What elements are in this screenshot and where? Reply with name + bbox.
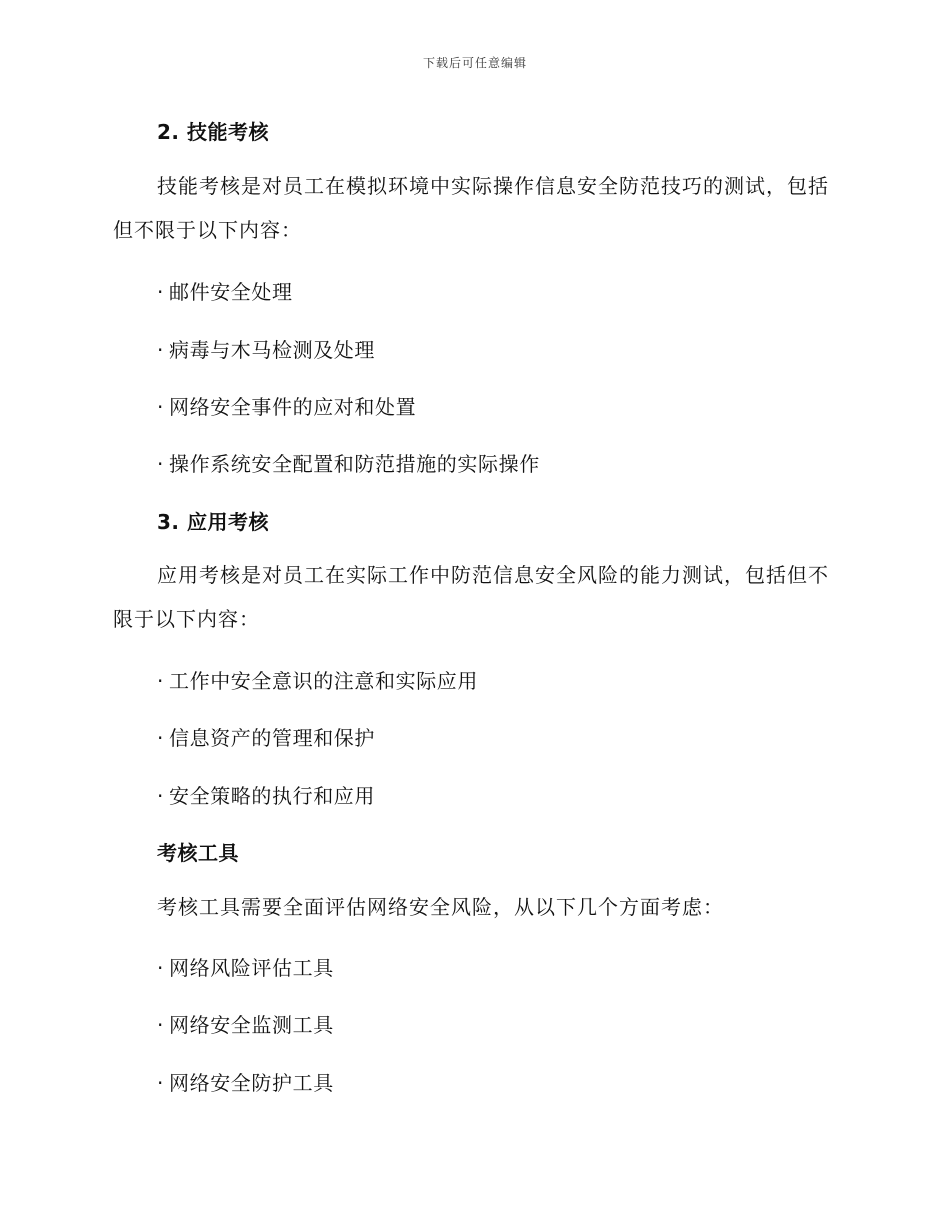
list-item <box>157 780 950 809</box>
bullet-icon: · <box>157 338 164 362</box>
bullet-icon: · <box>157 1013 164 1037</box>
paragraph-tools-intro: 考核工具需要全面评估网络安全风险，从以下几个方面考虑： <box>157 895 724 919</box>
section-heading-skill: 2. 技能考核 <box>157 120 269 144</box>
bullet-icon: · <box>157 1071 164 1095</box>
section-heading-application: 3. 应用考核 <box>157 510 269 534</box>
list-item-text: 工作中安全意识的注意和实际应用 <box>169 669 478 693</box>
bullet-icon: · <box>157 956 164 980</box>
bullet-icon: · <box>157 452 164 476</box>
list-item <box>157 722 950 751</box>
bullet-icon: · <box>157 726 164 750</box>
list-item-text: 信息资产的管理和保护 <box>169 726 375 750</box>
bullet-icon: · <box>157 280 164 304</box>
list-item <box>157 334 950 363</box>
list-item-text: 网络风险评估工具 <box>169 956 334 980</box>
list-item-text: 网络安全事件的应对和处置 <box>169 395 417 419</box>
list-item <box>157 448 950 477</box>
list-item <box>157 1009 950 1038</box>
list-item <box>157 276 950 305</box>
list-item <box>157 665 950 694</box>
list-item-text: 网络安全监测工具 <box>169 1013 334 1037</box>
list-item <box>157 391 950 420</box>
bullet-icon: · <box>157 784 164 808</box>
list-item <box>157 1067 950 1096</box>
list-item-text: 安全策略的执行和应用 <box>169 784 375 808</box>
list-item-text: 网络安全防护工具 <box>169 1071 334 1095</box>
section-heading-tools: 考核工具 <box>157 841 239 865</box>
paragraph-skill-intro: 技能考核是对员工在模拟环境中实际操作信息安全防范技巧的测试，包括但不限于以下内容： <box>113 174 829 242</box>
list-item-text: 操作系统安全配置和防范措施的实际操作 <box>169 452 540 476</box>
paragraph-application-intro: 应用考核是对员工在实际工作中防范信息安全风险的能力测试，包括但不限于以下内容： <box>113 563 829 631</box>
page-header: 下载后可任意编辑 <box>422 56 527 70</box>
bullet-icon: · <box>157 669 164 693</box>
list-item-text: 病毒与木马检测及处理 <box>169 338 375 362</box>
list-item <box>157 952 950 981</box>
bullet-icon: · <box>157 395 164 419</box>
list-item-text: 邮件安全处理 <box>169 280 293 304</box>
